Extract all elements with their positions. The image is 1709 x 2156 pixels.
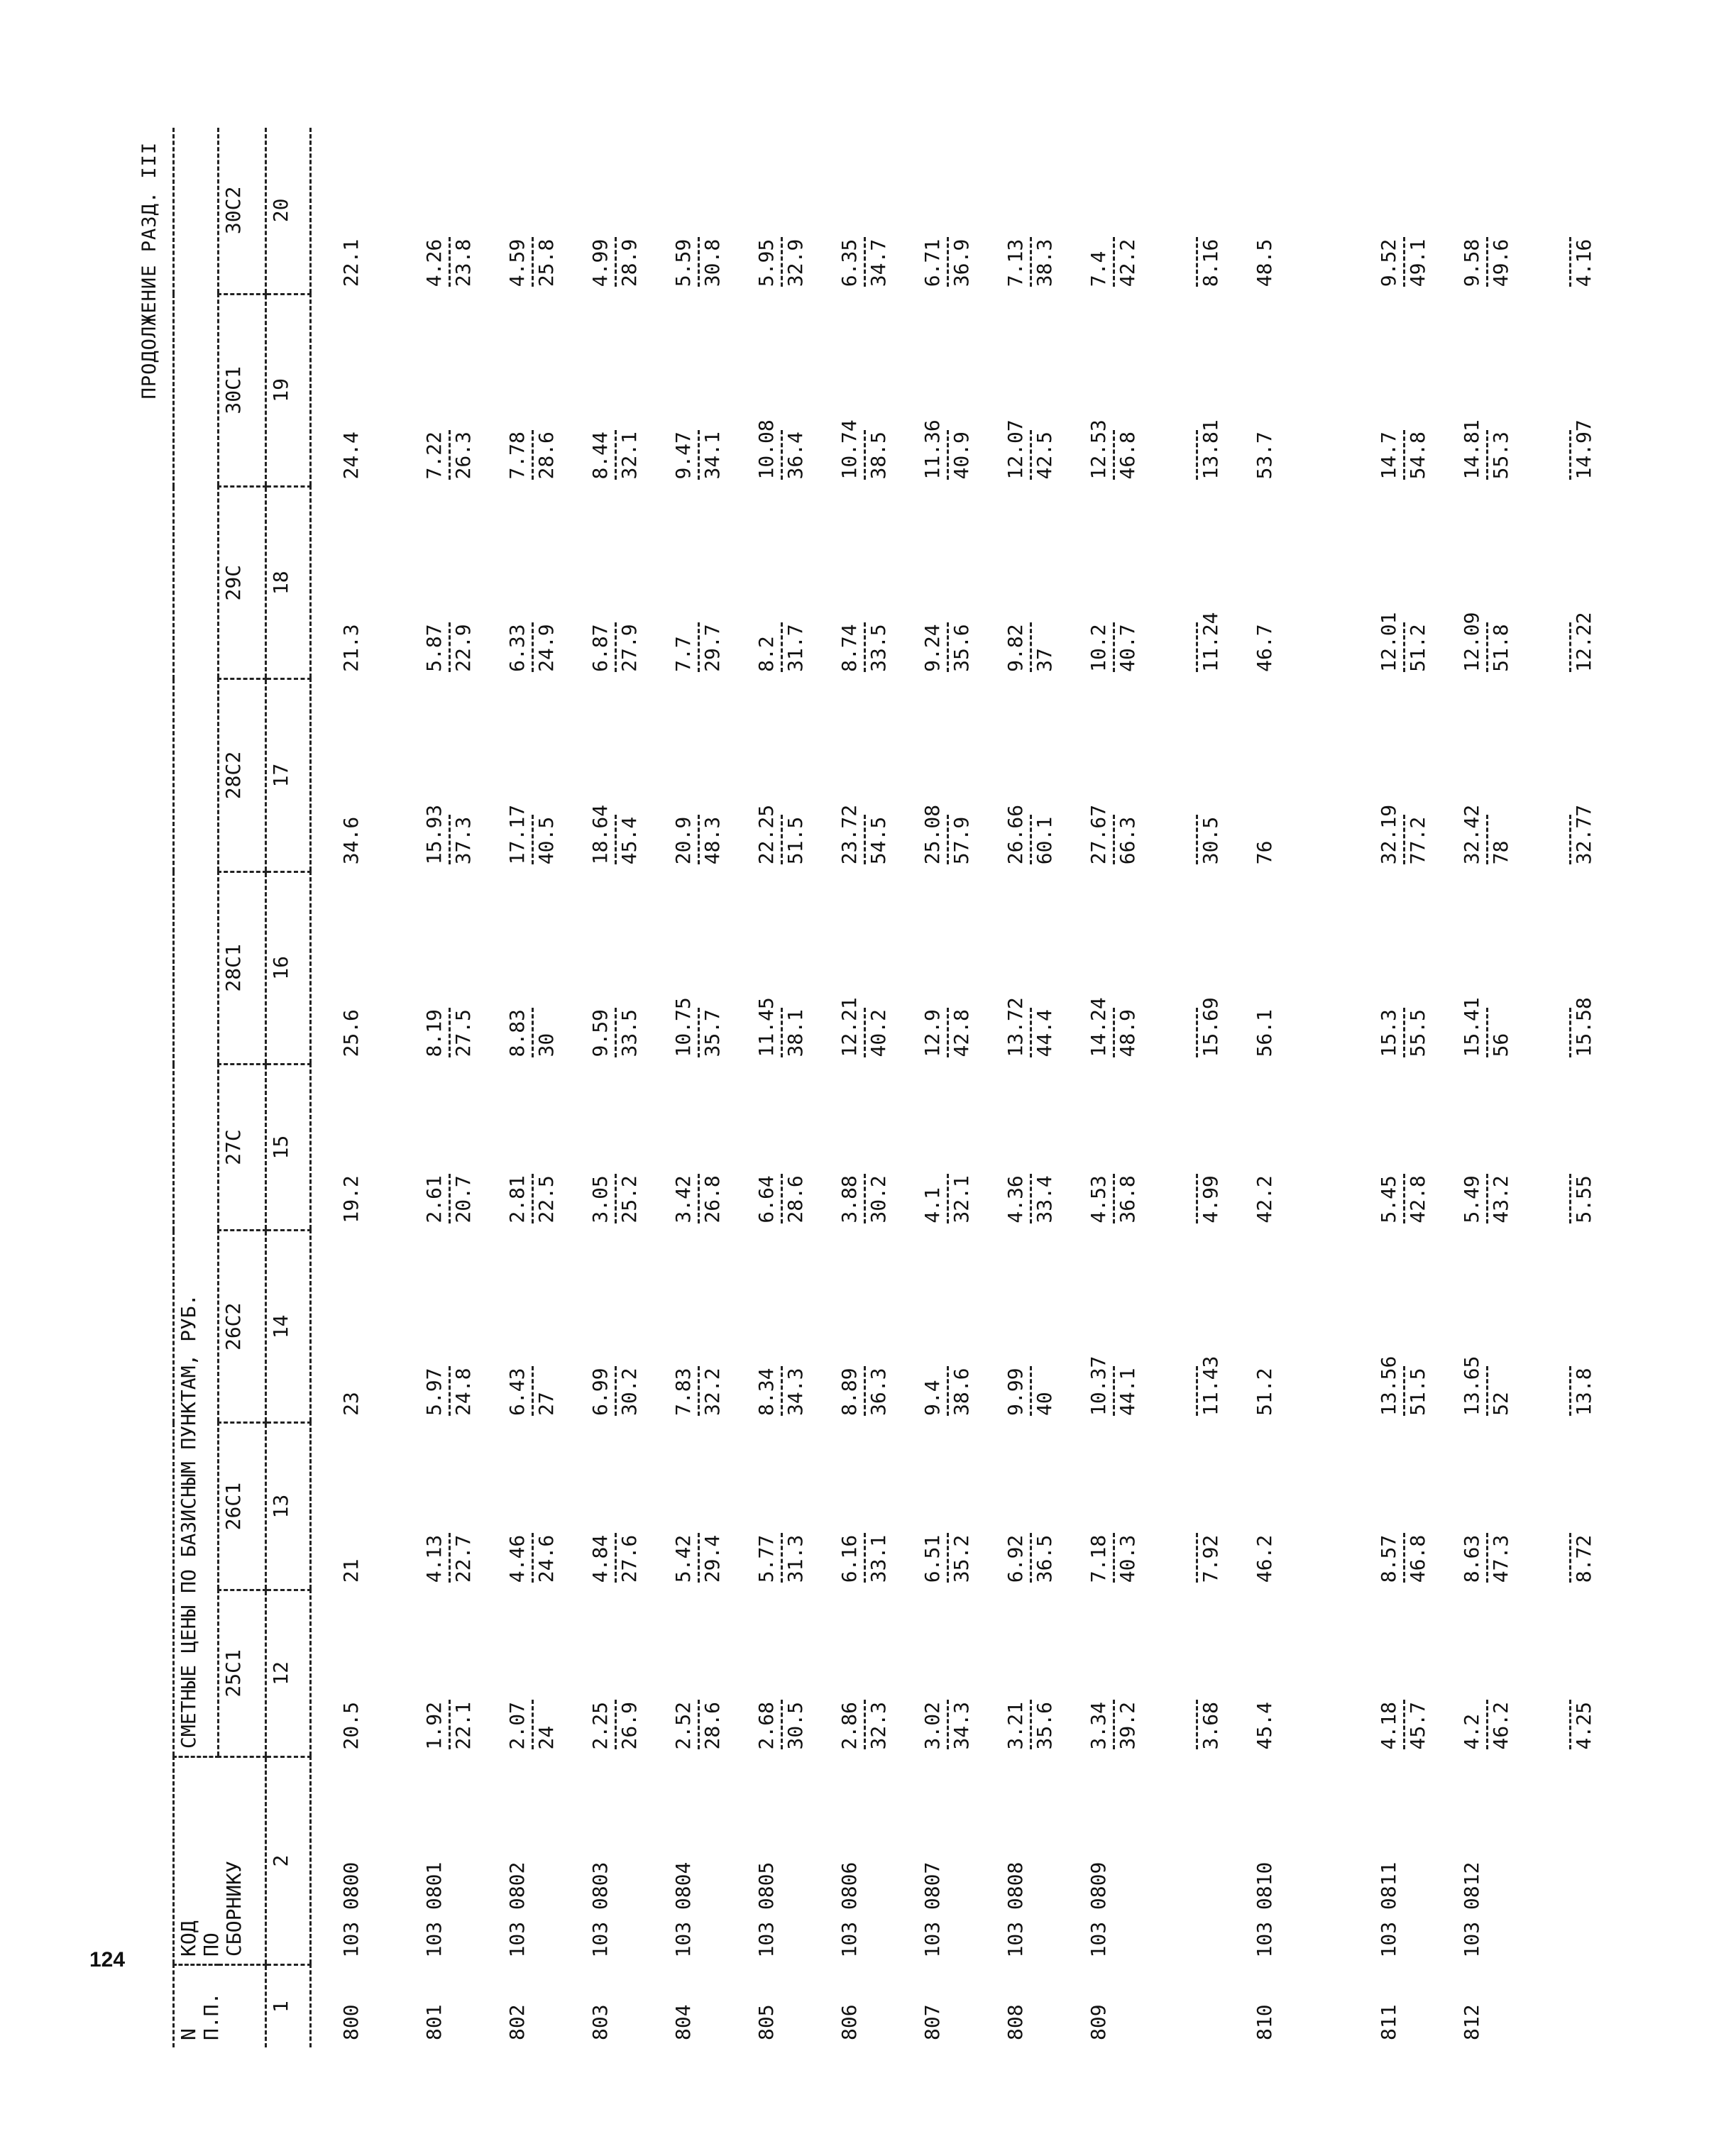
- table-row: [1378, 128, 1461, 2047]
- header-column-number: 2: [266, 1757, 311, 1965]
- cell-price: 13.81: [1170, 294, 1253, 486]
- cell-code: 103 0805: [754, 1861, 778, 1958]
- cell-price: 20.5: [339, 1702, 363, 1750]
- cell-n-pp: 804: [671, 2004, 695, 2040]
- header-price-group: СМЕТНЫЕ ЦЕНЫ ПО БАЗИСНЫМ ПУНКТАМ, РУБ.: [174, 128, 219, 1757]
- cell-price: 2.61 20.7: [423, 1065, 506, 1231]
- cell-price: 22.25 51.5: [754, 804, 807, 865]
- cell-price: 15.41 56: [1460, 997, 1512, 1057]
- cell-price: 6.35 34.7: [838, 128, 921, 294]
- cell-price: 7.13 38.3: [1004, 128, 1087, 294]
- table-row: [838, 128, 921, 2047]
- cell-price: 45.4: [1253, 1702, 1276, 1750]
- header-column-name: 28С2: [219, 679, 266, 871]
- cell-n-pp: 809: [1087, 2004, 1110, 2040]
- cell-price: 46.2: [1253, 1534, 1276, 1583]
- cell-price: 10.74 38.5: [837, 419, 890, 480]
- header-column-number: 18: [266, 487, 311, 679]
- cell-n-pp: 806: [837, 2004, 861, 2040]
- cell-price: 22.1: [339, 238, 363, 287]
- header-column-name: 25С1: [219, 1590, 266, 1756]
- cell-price: 4.36 33.4: [1004, 1065, 1087, 1231]
- cell-price: 14.7 54.8: [1378, 294, 1461, 486]
- cell-price: 6.16 33.1: [838, 1423, 921, 1590]
- cell-price: 11.24: [1170, 487, 1253, 679]
- table-row: [589, 128, 672, 2047]
- cell-code: 103 0810: [1253, 1861, 1276, 1958]
- cell-price: 5.87 22.9: [423, 487, 506, 679]
- cell-price: 25.6: [339, 1009, 363, 1057]
- cell-price: 6.64 28.6: [755, 1065, 838, 1231]
- header-column-name: 26С1: [219, 1423, 266, 1590]
- cell-price: 4.25: [1544, 1590, 1627, 1756]
- cell-price: 25.08 57.9: [921, 804, 973, 865]
- cell-price: 3.02 34.3: [921, 1590, 1004, 1756]
- header-n-pp: N П.П.: [174, 1965, 266, 2048]
- header-column-name: 26С2: [219, 1231, 266, 1423]
- table-row: [1461, 128, 1544, 2047]
- cell-price: 8.74 33.5: [838, 487, 921, 679]
- cell-price: 9.58 49.6: [1461, 128, 1544, 294]
- cell-n-pp: [1170, 1965, 1253, 2048]
- cell-price: 7.4 42.2: [1087, 128, 1170, 294]
- header-code: КОД ПО СБОРНИКУ: [174, 1757, 266, 1965]
- cell-price: 6.33 24.9: [506, 487, 589, 679]
- cell-n-pp: 805: [754, 2004, 778, 2040]
- cell-price: 3.42 26.8: [672, 1065, 755, 1231]
- cell-price: 4.16: [1544, 128, 1627, 294]
- cell-price: 32.19 77.2: [1377, 804, 1429, 865]
- cell-price: 10.37 44.1: [1087, 1355, 1139, 1416]
- cell-price: 2.81 22.5: [506, 1065, 589, 1231]
- cell-price: 17.17 40.5: [505, 804, 558, 865]
- cell-price: 7.7 29.7: [672, 487, 755, 679]
- cell-price: 34.6: [339, 816, 363, 865]
- header-column-name: 30С2: [219, 128, 266, 294]
- price-table: [172, 128, 1627, 2047]
- cell-price: 13.72 44.4: [1004, 997, 1056, 1057]
- cell-price: 56.1: [1253, 1009, 1276, 1057]
- cell-price: 3.34 39.2: [1087, 1590, 1170, 1756]
- cell-price: 4.84 27.6: [589, 1423, 672, 1590]
- cell-price: 9.52 49.1: [1378, 128, 1461, 294]
- table-row: [311, 128, 424, 2047]
- cell-price: 10.75 35.7: [671, 997, 724, 1057]
- cell-price: 10.08 36.4: [754, 419, 807, 480]
- cell-price: 2.52 28.6: [672, 1590, 755, 1756]
- cell-price: 6.92 36.5: [1004, 1423, 1087, 1590]
- cell-price: 3.05 25.2: [589, 1065, 672, 1231]
- table-body: [311, 128, 1627, 2047]
- cell-price: 9.4 38.6: [921, 1231, 1004, 1423]
- cell-price: 4.2 46.2: [1461, 1590, 1544, 1756]
- cell-price: 7.92: [1170, 1423, 1253, 1590]
- cell-price: 4.26 23.8: [423, 128, 506, 294]
- cell-price: 12.21 40.2: [837, 997, 890, 1057]
- cell-price: 3.88 30.2: [838, 1065, 921, 1231]
- cell-price: 6.87 27.9: [589, 487, 672, 679]
- header-column-number: 13: [266, 1423, 311, 1590]
- table-row: [423, 128, 506, 2047]
- header-column-name: 29С: [219, 487, 266, 679]
- cell-price: 8.63 47.3: [1461, 1423, 1544, 1590]
- table-row: [921, 128, 1004, 2047]
- cell-price: 8.16: [1170, 128, 1253, 294]
- cell-price: 4.99: [1170, 1065, 1253, 1231]
- cell-price: 2.68 30.5: [755, 1590, 838, 1756]
- table-row: [506, 128, 589, 2047]
- cell-price: 9.47 34.1: [672, 294, 755, 486]
- cell-price: 6.99 30.2: [589, 1231, 672, 1423]
- cell-price: 11.45 38.1: [754, 997, 807, 1057]
- cell-code: 103 0806: [837, 1861, 861, 1958]
- cell-n-pp: 803: [588, 2004, 612, 2040]
- cell-price: 4.13 22.7: [423, 1423, 506, 1590]
- cell-code: 103 0807: [921, 1861, 944, 1958]
- table-row: [1544, 128, 1627, 2047]
- cell-price: 12.07 42.5: [1004, 419, 1056, 480]
- cell-price: 13.65 52: [1460, 1355, 1512, 1416]
- cell-price: 12.09 51.8: [1460, 612, 1512, 672]
- cell-price: 6.71 36.9: [921, 128, 1004, 294]
- cell-price: 8.89 36.3: [838, 1231, 921, 1423]
- cell-price: 12.22: [1544, 487, 1627, 679]
- cell-price: 2.07 24: [506, 1590, 589, 1756]
- cell-n-pp: 807: [921, 2004, 944, 2040]
- cell-price: 9.59 33.5: [589, 871, 672, 1064]
- cell-price: 26.66 60.1: [1004, 804, 1056, 865]
- cell-price: 9.24 35.6: [921, 487, 1004, 679]
- cell-price: 4.59 25.8: [506, 128, 589, 294]
- cell-n-pp: 810: [1253, 2004, 1276, 2040]
- cell-price: 76: [1253, 840, 1276, 865]
- cell-price: 15.3 55.5: [1378, 871, 1461, 1064]
- cell-price: 13.56 51.5: [1377, 1355, 1429, 1416]
- cell-price: 14.97: [1544, 294, 1627, 486]
- cell-price: 6.51 35.2: [921, 1423, 1004, 1590]
- cell-price: 8.34 34.3: [755, 1231, 838, 1423]
- header-column-number: 15: [266, 1065, 311, 1231]
- cell-price: 12.9 42.8: [921, 871, 1004, 1064]
- cell-price: 8.72: [1544, 1423, 1627, 1590]
- cell-code: [1170, 1757, 1253, 1965]
- table-header: [174, 128, 311, 2047]
- cell-n-pp: 808: [1004, 2004, 1027, 2040]
- cell-price: 8.83 30: [506, 871, 589, 1064]
- cell-code: 103 0809: [1087, 1861, 1110, 1958]
- cell-price: 4.46 24.6: [506, 1423, 589, 1590]
- cell-price: 11.43: [1170, 1231, 1253, 1423]
- header-column-numbers: [266, 128, 311, 2047]
- cell-price: 5.95 32.9: [755, 128, 838, 294]
- header-column-number: 12: [266, 1590, 311, 1756]
- cell-price: 21.3: [339, 624, 363, 672]
- cell-n-pp: 802: [505, 2004, 529, 2040]
- cell-price: 5.42 29.4: [672, 1423, 755, 1590]
- cell-price: 2.25 26.9: [589, 1590, 672, 1756]
- table-row: [755, 128, 838, 2047]
- cell-price: 48.5: [1253, 238, 1276, 287]
- cell-price: 1.92 22.1: [423, 1590, 506, 1756]
- cell-price: 11.36 40.9: [921, 419, 973, 480]
- cell-price: 4.1 32.1: [921, 1065, 1004, 1231]
- cell-code: 103 0802: [505, 1861, 529, 1958]
- cell-price: 21: [339, 1558, 363, 1583]
- cell-n-pp: [1544, 1965, 1627, 2048]
- header-column-number: 14: [266, 1231, 311, 1423]
- cell-price: 7.18 40.3: [1087, 1423, 1170, 1590]
- cell-price: 15.93 37.3: [422, 804, 475, 865]
- cell-n-pp: 801: [422, 2004, 446, 2040]
- header-column-number: 16: [266, 871, 311, 1064]
- cell-price: 14.81 55.3: [1460, 419, 1512, 480]
- table-row: [1253, 128, 1378, 2047]
- cell-price: 12.01 51.2: [1377, 612, 1429, 672]
- cell-price: 5.45 42.8: [1378, 1065, 1461, 1231]
- cell-price: 3.21 35.6: [1004, 1590, 1087, 1756]
- cell-price: 2.86 32.3: [838, 1590, 921, 1756]
- cell-code: 103 0811: [1377, 1861, 1400, 1958]
- table-row: [672, 128, 755, 2047]
- cell-price: 13.8: [1544, 1231, 1627, 1423]
- cell-code: 103 0801: [422, 1861, 446, 1958]
- cell-price: 42.2: [1253, 1175, 1276, 1223]
- cell-price: 32.42 78: [1460, 804, 1512, 865]
- cell-price: 8.2 31.7: [755, 487, 838, 679]
- cell-price: 18.64 45.4: [588, 804, 641, 865]
- cell-price: 30.5: [1170, 679, 1253, 871]
- cell-n-pp: 811: [1377, 2004, 1400, 2040]
- cell-price: 9.99 40: [1004, 1231, 1087, 1423]
- cell-price: 32.77: [1544, 679, 1627, 871]
- cell-price: 10.2 40.7: [1087, 487, 1170, 679]
- cell-price: 14.24 48.9: [1087, 997, 1139, 1057]
- cell-code: [1544, 1757, 1627, 1965]
- cell-price: 24.4: [339, 431, 363, 480]
- cell-price: 5.49 43.2: [1461, 1065, 1544, 1231]
- cell-price: 15.69: [1170, 871, 1253, 1064]
- cell-price: 15.58: [1544, 871, 1627, 1064]
- cell-price: 3.68: [1170, 1590, 1253, 1756]
- cell-code: 103 0808: [1004, 1861, 1027, 1958]
- header-column-name: 28С1: [219, 871, 266, 1064]
- rotated-table-page: [138, 128, 1595, 2047]
- cell-price: 4.99 28.9: [589, 128, 672, 294]
- table-row: [1004, 128, 1087, 2047]
- cell-price: 8.57 46.8: [1378, 1423, 1461, 1590]
- cell-code: 103 0812: [1460, 1861, 1483, 1958]
- header-column-name: 27С: [219, 1065, 266, 1231]
- cell-price: 7.83 32.2: [672, 1231, 755, 1423]
- cell-price: 7.78 28.6: [506, 294, 589, 486]
- cell-price: 51.2: [1253, 1368, 1276, 1416]
- header-column-number: 1: [266, 1965, 311, 2048]
- cell-price: 8.44 32.1: [589, 294, 672, 486]
- cell-code: 103 0800: [339, 1861, 363, 1958]
- cell-code: 103 0803: [588, 1861, 612, 1958]
- cell-price: 9.82 37: [1004, 487, 1087, 679]
- cell-price: 8.19 27.5: [423, 871, 506, 1064]
- header-column-number: 20: [266, 128, 311, 294]
- cell-price: 6.43 27: [506, 1231, 589, 1423]
- cell-price: 5.97 24.8: [423, 1231, 506, 1423]
- header-column-number: 19: [266, 294, 311, 486]
- cell-price: 19.2: [339, 1175, 363, 1223]
- cell-n-pp: 800: [339, 2004, 363, 2040]
- cell-price: 53.7: [1253, 431, 1276, 480]
- cell-price: 5.59 30.8: [672, 128, 755, 294]
- cell-code: 103 0804: [671, 1861, 695, 1958]
- table-row: [1087, 128, 1170, 2047]
- cell-price: 23.72 54.5: [837, 804, 890, 865]
- cell-price: 4.18 45.7: [1378, 1590, 1461, 1756]
- header-column-number: 17: [266, 679, 311, 871]
- cell-price: 4.53 36.8: [1087, 1065, 1170, 1231]
- cell-price: 12.53 46.8: [1087, 419, 1139, 480]
- cell-price: 7.22 26.3: [423, 294, 506, 486]
- cell-price: 46.7: [1253, 624, 1276, 672]
- header-column-name: 30С1: [219, 294, 266, 486]
- table-row: [1170, 128, 1253, 2047]
- cell-price: 5.55: [1544, 1065, 1627, 1231]
- page-number: 124: [89, 1948, 126, 1971]
- cell-n-pp: 812: [1460, 2004, 1483, 2040]
- cell-price: 27.67 66.3: [1087, 804, 1139, 865]
- cell-price: 5.77 31.3: [755, 1423, 838, 1590]
- continuation-heading: ПРОДОЛЖЕНИЕ РАЗД. III: [138, 142, 160, 400]
- cell-price: 20.9 48.3: [672, 679, 755, 871]
- cell-price: 23: [339, 1392, 363, 1416]
